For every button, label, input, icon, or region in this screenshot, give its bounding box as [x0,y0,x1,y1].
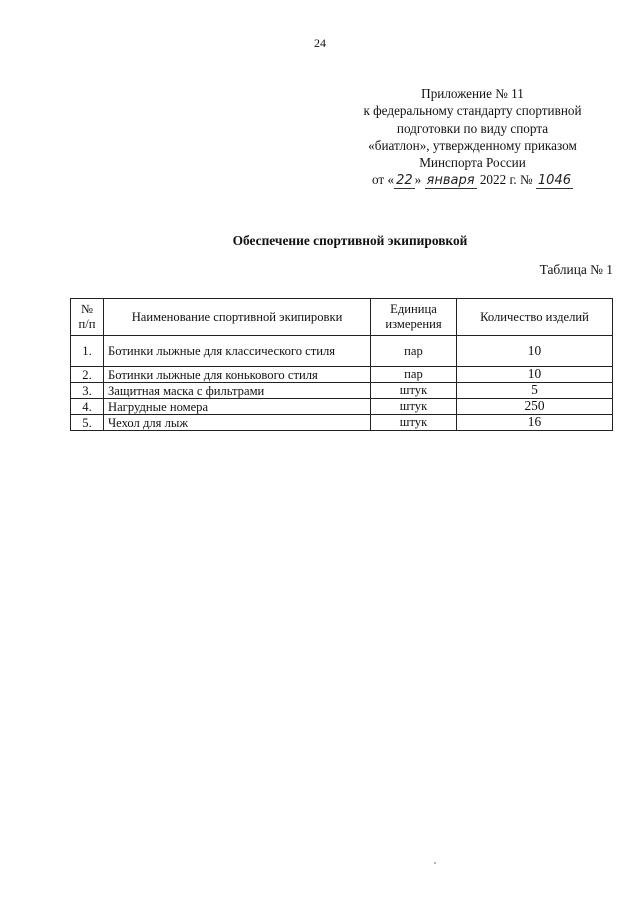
handwritten-day: 22 [396,173,413,189]
handwritten-month: января [426,173,475,189]
appendix-date-line [330,171,615,189]
header-num: № п/п [71,299,104,336]
date-mid: » [414,172,422,188]
table-row [71,415,613,431]
row-name: Нагрудные номера [104,399,371,415]
row-unit: штук [371,399,457,415]
header-name: Наименование спортивной экипировки [104,299,371,336]
date-prefix: от « [371,172,395,188]
row-name: Чехол для лыж [104,415,371,431]
page-number: 24 [314,36,326,50]
row-num: 2. [71,367,104,383]
appendix-block [330,85,615,190]
row-qty: 16 [457,415,613,431]
row-unit: штук [371,415,457,431]
scan-speck [434,862,436,864]
row-num: 5. [71,415,104,431]
table-caption: Таблица № 1 [539,262,613,277]
table-row [71,399,613,415]
row-name: Ботинки лыжные для конькового стиля [104,367,371,383]
document-title: Обеспечение спортивной экипировкой [232,233,468,248]
row-qty: 10 [457,367,613,383]
table-row [71,383,613,399]
appendix-line-4: «биатлон», утвержденному приказом [368,137,577,153]
row-unit: пар [371,336,457,367]
table-header-row [71,299,613,336]
equipment-table [70,298,613,431]
row-name: Ботинки лыжные для классического стиля [104,336,371,367]
row-qty: 10 [457,336,613,367]
row-unit: штук [371,383,457,399]
row-qty: 250 [457,399,613,415]
table-row [71,367,613,383]
row-num: 1. [71,336,104,367]
row-num: 3. [71,383,104,399]
appendix-line-5: Минспорта России [419,155,526,171]
appendix-line-1: Приложение № 11 [421,86,524,101]
row-num: 4. [71,399,104,415]
appendix-line-3: подготовки по виду спорта [396,120,549,136]
header-unit: Единица измерения [371,299,457,336]
row-unit: пар [371,367,457,383]
row-qty: 5 [457,383,613,399]
handwritten-order-number: 1046 [537,173,571,189]
header-qty: Количество изделий [457,299,613,336]
table-row [71,336,613,367]
date-year: 2022 г. № [479,172,533,188]
row-name: Защитная маска с фильтрами [104,383,371,399]
appendix-line-2: к федеральному стандарту спортивной [363,103,582,119]
